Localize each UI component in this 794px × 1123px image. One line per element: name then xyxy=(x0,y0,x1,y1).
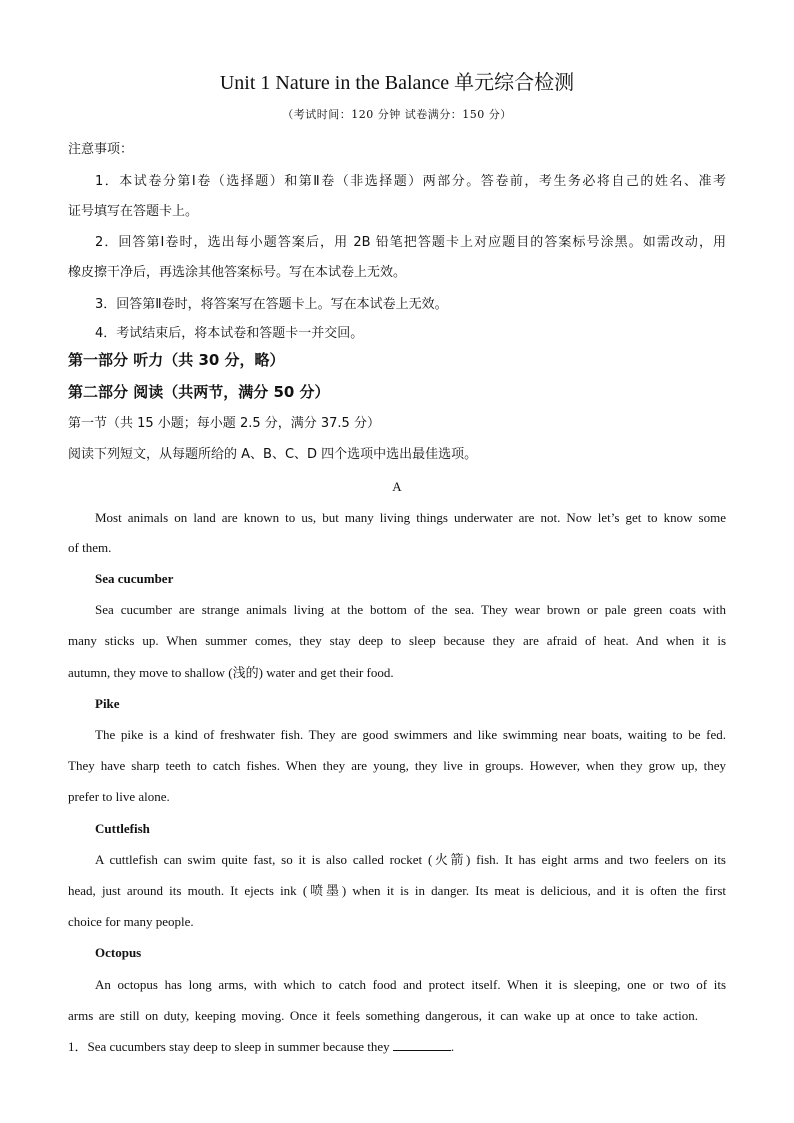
notice-item-2-line-2: 橡皮擦干净后，再选涂其他答案标号。写在本试卷上无效。 xyxy=(68,265,407,280)
octopus-line-1: An octopus has long arms, with which to catch food and protect itself. When it is sleeping, one or two of its xyxy=(95,977,726,992)
pike-line-3: prefer to live alone. xyxy=(68,789,170,804)
reading-instruction: 阅读下列短文，从每题所给的 A、B、C、D 四个选项中选出最佳选项。 xyxy=(68,447,478,462)
section-one-heading: 第一节（共 15 小题；每小题 2.5 分，满分 37.5 分） xyxy=(68,416,380,431)
part-one-heading: 第一部分 听力（共 30 分，略） xyxy=(68,351,285,369)
question-1-end: . xyxy=(450,1039,455,1054)
notice-item-1-line-2: 证号填写在答题卡上。 xyxy=(68,204,199,219)
page-title: Unit 1 Nature in the Balance 单元综合检测 xyxy=(219,72,575,94)
cuttlefish-line-3: choice for many people. xyxy=(68,914,194,929)
passage-intro-line-2: of them. xyxy=(68,540,112,555)
pike-line-1: The pike is a kind of freshwater fish. They are good swimmers and like swimming near boats, waiting to be fed. xyxy=(95,727,726,742)
cuttlefish-heading: Cuttlefish xyxy=(95,821,150,836)
part-two-heading: 第二部分 阅读（共两节，满分 50 分） xyxy=(68,383,330,401)
cuttlefish-line-1: A cuttlefish can swim quite fast, so it is also called rocket (火箭) fish. It has eight arms and two feelers on its xyxy=(95,852,726,867)
sea-cucumber-heading: Sea cucumber xyxy=(95,571,174,586)
passage-letter: A xyxy=(392,479,402,494)
octopus-heading: Octopus xyxy=(95,945,142,960)
pike-line-2: They have sharp teeth to catch fishes. When they are young, they live in groups. However, when they grow up, they xyxy=(68,758,726,773)
pike-heading: Pike xyxy=(95,696,120,711)
notice-item-1-line-1: 1．本试卷分第Ⅰ卷（选择题）和第Ⅱ卷（非选择题）两部分。答卷前，考生务必将自己的姓名、准考 xyxy=(95,174,726,189)
sea-cucumber-line-1: Sea cucumber are strange animals living at the bottom of the sea. They wear brown or pale green coats with xyxy=(95,602,726,617)
notice-item-3: 3．回答第Ⅱ卷时，将答案写在答题卡上。写在本试卷上无效。 xyxy=(95,297,448,312)
octopus-line-2: arms are still on duty, keeping moving. Once it feels something dangerous, it can wake up at once to take action. xyxy=(68,1008,698,1023)
sea-cucumber-line-2: many sticks up. When summer comes, they stay deep to sleep because they are afraid of heat. And when it is xyxy=(68,633,726,648)
cuttlefish-line-2: head, just around its mouth. It ejects ink (喷墨) when it is in danger. Its meat is delicious, and it is often the first xyxy=(68,883,726,898)
question-1 xyxy=(68,1038,454,1056)
notice-heading: 注意事项： xyxy=(68,142,134,157)
question-1-text: 1．Sea cucumbers stay deep to sleep in summer because they xyxy=(68,1039,390,1054)
question-1-blank xyxy=(393,1038,451,1051)
exam-time-info: （考试时间：120 分钟 试卷满分：150 分） xyxy=(282,108,512,121)
notice-item-4: 4．考试结束后，将本试卷和答题卡一并交回。 xyxy=(95,326,364,341)
sea-cucumber-line-3: autumn, they move to shallow (浅的) water and get their food. xyxy=(68,665,394,680)
passage-intro-line-1: Most animals on land are known to us, but many living things underwater are not. Now let’s get to know some xyxy=(95,510,726,525)
notice-item-2-line-1: 2．回答第Ⅰ卷时，选出每小题答案后，用 2B 铅笔把答题卡上对应题目的答案标号涂黑。如需改动，用 xyxy=(95,235,726,250)
